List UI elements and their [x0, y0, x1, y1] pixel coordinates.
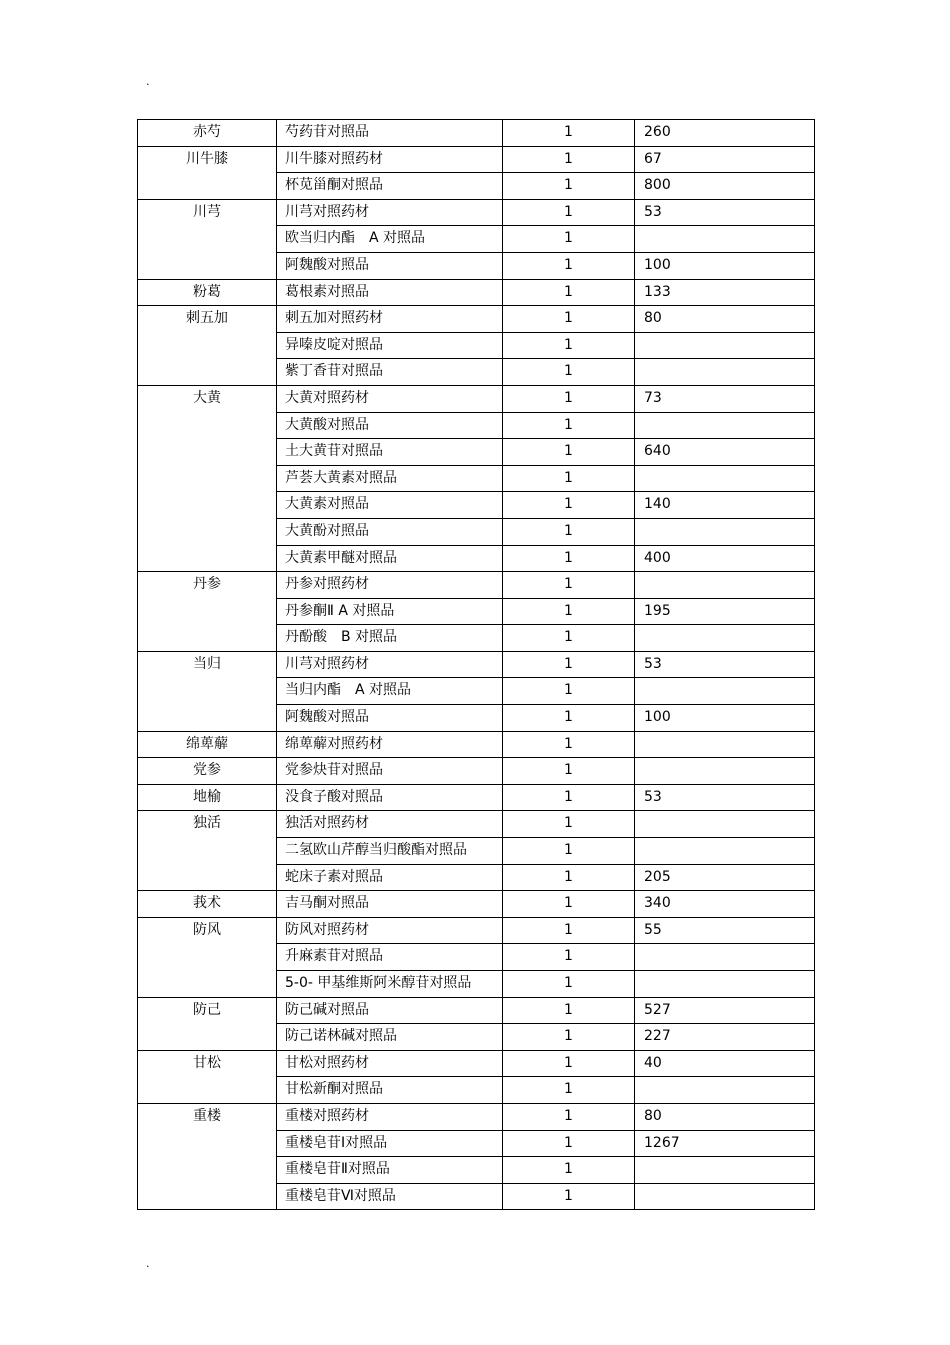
quantity-cell: 1: [503, 971, 635, 998]
table-row: [138, 811, 815, 838]
quantity-cell: 1: [503, 385, 635, 412]
value-cell: 55: [635, 917, 815, 944]
reference-standard-cell: 丹参对照药材: [277, 572, 503, 599]
reference-standard-cell: 大黄素甲醚对照品: [277, 545, 503, 572]
reference-standard-cell: 5-0- 甲基维斯阿米醇苷对照品: [277, 971, 503, 998]
quantity-cell: 1: [503, 651, 635, 678]
value-cell: [635, 758, 815, 785]
reference-standard-cell: 川牛膝对照药材: [277, 146, 503, 173]
quantity-cell: 1: [503, 120, 635, 147]
value-cell: 73: [635, 385, 815, 412]
herb-name-cell: 刺五加: [138, 306, 277, 386]
quantity-cell: 1: [503, 891, 635, 918]
reference-standard-cell: 欧当归内酯 A 对照品: [277, 226, 503, 253]
quantity-cell: 1: [503, 439, 635, 466]
reference-standard-cell: 防己碱对照品: [277, 997, 503, 1024]
herb-name-cell: 甘松: [138, 1050, 277, 1103]
quantity-cell: 1: [503, 518, 635, 545]
herb-name-cell: 重楼: [138, 1103, 277, 1209]
reference-standard-cell: 大黄对照药材: [277, 385, 503, 412]
reference-standard-cell: 芦荟大黄素对照品: [277, 465, 503, 492]
reference-standard-cell: 当归内酯 A 对照品: [277, 678, 503, 705]
reference-standard-cell: 重楼皂苷Ⅱ对照品: [277, 1157, 503, 1184]
quantity-cell: 1: [503, 146, 635, 173]
reference-standard-cell: 蛇床子素对照品: [277, 864, 503, 891]
quantity-cell: 1: [503, 917, 635, 944]
value-cell: 53: [635, 199, 815, 226]
quantity-cell: 1: [503, 944, 635, 971]
quantity-cell: 1: [503, 252, 635, 279]
quantity-cell: 1: [503, 199, 635, 226]
table-row: [138, 651, 815, 678]
page-footer-mark: .: [146, 1257, 150, 1270]
reference-standard-cell: 二氢欧山芹醇当归酸酯对照品: [277, 838, 503, 865]
reference-standard-cell: 吉马酮对照品: [277, 891, 503, 918]
reference-standard-cell: 升麻素苷对照品: [277, 944, 503, 971]
reference-standard-cell: 重楼皂苷Ⅰ对照品: [277, 1130, 503, 1157]
reference-standard-cell: 阿魏酸对照品: [277, 705, 503, 732]
value-cell: 53: [635, 784, 815, 811]
value-cell: [635, 971, 815, 998]
quantity-cell: 1: [503, 625, 635, 652]
quantity-cell: 1: [503, 173, 635, 200]
quantity-cell: 1: [503, 811, 635, 838]
value-cell: 40: [635, 1050, 815, 1077]
quantity-cell: 1: [503, 1183, 635, 1210]
herb-name-cell: 绵萆薢: [138, 731, 277, 758]
table-row: [138, 758, 815, 785]
quantity-cell: 1: [503, 1157, 635, 1184]
quantity-cell: 1: [503, 545, 635, 572]
quantity-cell: 1: [503, 412, 635, 439]
value-cell: 227: [635, 1024, 815, 1051]
reference-standard-cell: 阿魏酸对照品: [277, 252, 503, 279]
quantity-cell: 1: [503, 279, 635, 306]
value-cell: [635, 678, 815, 705]
reference-standard-cell: 异嗪皮啶对照品: [277, 332, 503, 359]
table-row: [138, 572, 815, 599]
herb-name-cell: 赤芍: [138, 120, 277, 147]
quantity-cell: 1: [503, 492, 635, 519]
value-cell: 340: [635, 891, 815, 918]
value-cell: [635, 332, 815, 359]
value-cell: [635, 1077, 815, 1104]
value-cell: 260: [635, 120, 815, 147]
reference-standard-cell: 甘松对照药材: [277, 1050, 503, 1077]
reference-standard-cell: 大黄酸对照品: [277, 412, 503, 439]
quantity-cell: 1: [503, 598, 635, 625]
quantity-cell: 1: [503, 997, 635, 1024]
herb-name-cell: 川芎: [138, 199, 277, 279]
reference-standard-cell: 杯苋甾酮对照品: [277, 173, 503, 200]
quantity-cell: 1: [503, 838, 635, 865]
reference-standard-cell: 甘松新酮对照品: [277, 1077, 503, 1104]
value-cell: [635, 1183, 815, 1210]
quantity-cell: 1: [503, 226, 635, 253]
table-row: [138, 891, 815, 918]
herb-name-cell: 防风: [138, 917, 277, 997]
value-cell: 67: [635, 146, 815, 173]
reference-standard-cell: 芍药苷对照品: [277, 120, 503, 147]
reference-standard-cell: 紫丁香苷对照品: [277, 359, 503, 386]
reference-standard-cell: 葛根素对照品: [277, 279, 503, 306]
value-cell: 1267: [635, 1130, 815, 1157]
reference-standard-cell: 刺五加对照药材: [277, 306, 503, 333]
value-cell: [635, 572, 815, 599]
value-cell: [635, 731, 815, 758]
value-cell: [635, 625, 815, 652]
table-row: [138, 199, 815, 226]
reference-standard-cell: 防风对照药材: [277, 917, 503, 944]
reference-standard-cell: 大黄酚对照品: [277, 518, 503, 545]
reference-standard-cell: 绵萆薢对照药材: [277, 731, 503, 758]
value-cell: 140: [635, 492, 815, 519]
value-cell: 80: [635, 306, 815, 333]
value-cell: [635, 838, 815, 865]
quantity-cell: 1: [503, 465, 635, 492]
table-row: [138, 784, 815, 811]
reference-standard-cell: 土大黄苷对照品: [277, 439, 503, 466]
value-cell: [635, 465, 815, 492]
value-cell: 53: [635, 651, 815, 678]
quantity-cell: 1: [503, 332, 635, 359]
reference-standard-cell: 大黄素对照品: [277, 492, 503, 519]
quantity-cell: 1: [503, 359, 635, 386]
table-row: [138, 306, 815, 333]
reference-standard-cell: 川芎对照药材: [277, 199, 503, 226]
table-row: [138, 146, 815, 173]
quantity-cell: 1: [503, 678, 635, 705]
herb-name-cell: 大黄: [138, 385, 277, 571]
value-cell: [635, 518, 815, 545]
value-cell: [635, 811, 815, 838]
value-cell: 800: [635, 173, 815, 200]
table-row: [138, 385, 815, 412]
herb-name-cell: 地榆: [138, 784, 277, 811]
herb-name-cell: 当归: [138, 651, 277, 731]
value-cell: 80: [635, 1103, 815, 1130]
reference-standard-cell: 没食子酸对照品: [277, 784, 503, 811]
value-cell: 100: [635, 252, 815, 279]
value-cell: 205: [635, 864, 815, 891]
reference-standard-cell: 重楼皂苷Ⅵ对照品: [277, 1183, 503, 1210]
quantity-cell: 1: [503, 1077, 635, 1104]
herb-name-cell: 防己: [138, 997, 277, 1050]
value-cell: 527: [635, 997, 815, 1024]
quantity-cell: 1: [503, 1130, 635, 1157]
value-cell: [635, 1157, 815, 1184]
table-row: [138, 1103, 815, 1130]
page-header-mark: .: [146, 75, 150, 88]
value-cell: 133: [635, 279, 815, 306]
quantity-cell: 1: [503, 1103, 635, 1130]
value-cell: [635, 412, 815, 439]
reference-standard-cell: 防己诺林碱对照品: [277, 1024, 503, 1051]
reference-standard-cell: 独活对照药材: [277, 811, 503, 838]
value-cell: 100: [635, 705, 815, 732]
quantity-cell: 1: [503, 864, 635, 891]
herb-name-cell: 莪术: [138, 891, 277, 918]
value-cell: [635, 944, 815, 971]
table-row: [138, 917, 815, 944]
quantity-cell: 1: [503, 731, 635, 758]
value-cell: [635, 359, 815, 386]
quantity-cell: 1: [503, 705, 635, 732]
table-row: [138, 731, 815, 758]
herb-name-cell: 丹参: [138, 572, 277, 652]
table-row: [138, 279, 815, 306]
quantity-cell: 1: [503, 1024, 635, 1051]
quantity-cell: 1: [503, 306, 635, 333]
herb-name-cell: 川牛膝: [138, 146, 277, 199]
table-body: [138, 120, 815, 1210]
value-cell: [635, 226, 815, 253]
value-cell: 640: [635, 439, 815, 466]
value-cell: 400: [635, 545, 815, 572]
quantity-cell: 1: [503, 572, 635, 599]
table-row: [138, 997, 815, 1024]
herb-name-cell: 党参: [138, 758, 277, 785]
quantity-cell: 1: [503, 1050, 635, 1077]
reference-standard-cell: 川芎对照药材: [277, 651, 503, 678]
quantity-cell: 1: [503, 758, 635, 785]
value-cell: 195: [635, 598, 815, 625]
reference-standard-cell: 重楼对照药材: [277, 1103, 503, 1130]
reference-standard-cell: 丹酚酸 B 对照品: [277, 625, 503, 652]
herb-name-cell: 粉葛: [138, 279, 277, 306]
herb-name-cell: 独活: [138, 811, 277, 891]
reference-standard-cell: 党参炔苷对照品: [277, 758, 503, 785]
table-row: [138, 1050, 815, 1077]
quantity-cell: 1: [503, 784, 635, 811]
reference-standards-table: [137, 119, 815, 1210]
table-row: [138, 120, 815, 147]
reference-standard-cell: 丹参酮Ⅱ A 对照品: [277, 598, 503, 625]
